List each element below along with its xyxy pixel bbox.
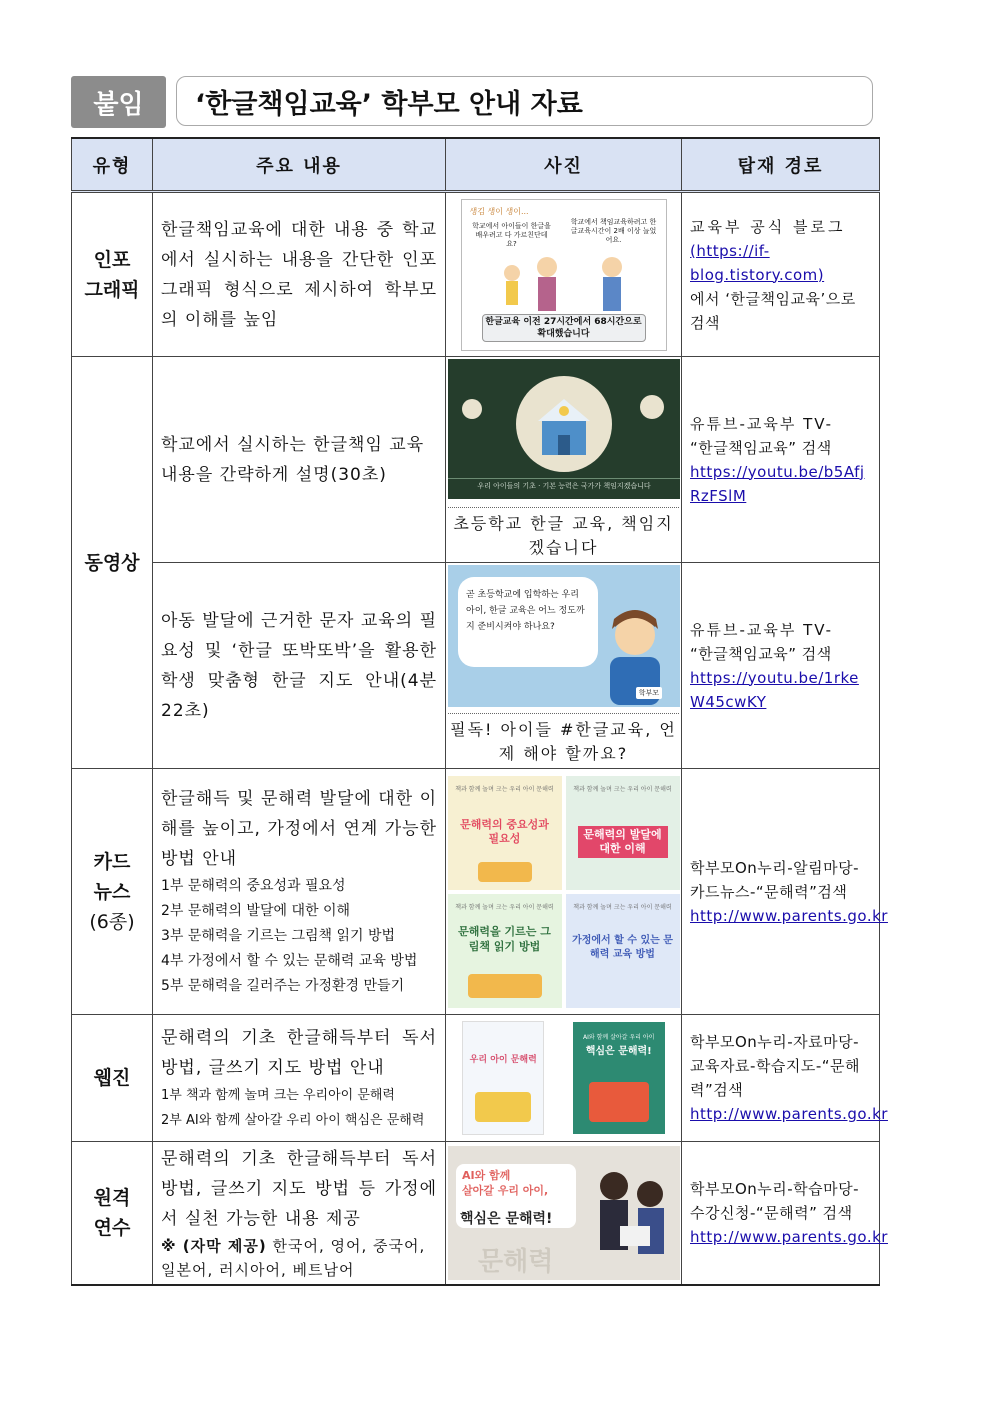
list-item: 2부 문해력의 발달에 대한 이해 (161, 903, 350, 919)
route-text: 학부모On누리-자료마당-교육자료-학습지도-“문해력”검색 (690, 1033, 860, 1099)
type-sub-label: (6종) (89, 910, 135, 933)
attachment-tag: 붙임 (71, 76, 166, 128)
description-text: 한글해득 및 문해력 발달에 대한 이해를 높이고, 가정에서 연계 가능한 방법 안내 (161, 789, 437, 869)
route-cell (682, 769, 888, 1015)
route-cell (682, 1015, 888, 1142)
remote-img-line-1: AI와 함께 (462, 1169, 511, 1182)
route-cell (682, 192, 880, 357)
type-label: 카드 뉴스 (93, 850, 131, 903)
list-item: 4부 가정에서 할 수 있는 문해력 교육 방법 (161, 953, 418, 969)
type-cell: 웹진 (72, 1015, 153, 1142)
webzine-cover-subtitle: AI와 함께 살아갈 우리 아이 (583, 1034, 655, 1041)
route-link[interactable]: http://www.parents.go.kr (690, 1228, 888, 1246)
card-news-thumbnail[interactable] (566, 776, 680, 890)
route-text: “한글책임교육” 검색 (690, 644, 832, 663)
card-title: 가정에서 할 수 있는 문해력 교육 방법 (572, 934, 673, 960)
infographic-bubble-1: 학교에서 아이들이 한글을 배우려고 다 가르친단데요? (472, 221, 551, 248)
webzine-cover-1[interactable] (462, 1021, 544, 1135)
video-2-caption: 필독! 아이들 #한글교육, 언제 해야 할까요? (448, 713, 679, 766)
type-cell: 동영상 (72, 357, 153, 769)
card-news-thumbnail[interactable] (566, 894, 680, 1008)
description-cell (153, 1015, 446, 1142)
type-cell (72, 769, 153, 1015)
route-link[interactable]: http://www.parents.go.kr (690, 1105, 888, 1123)
route-text: 학부모On누리-학습마당-수강신청-“문해력” 검색 (690, 1180, 860, 1222)
card-title: 문해력의 중요성과 필요성 (460, 817, 549, 845)
card-top-text: 책과 함께 놀며 크는 우리 아이 문해력 (455, 785, 554, 793)
photo-cell (446, 1142, 682, 1286)
card-news-thumbnail[interactable] (448, 894, 562, 1008)
column-header: 탑재 경로 (682, 138, 880, 192)
subtitle-note-text: 한국어, 영어, 중국어, 일본어, 러시아어, 베트남어 (161, 1237, 426, 1279)
description-cell: 한글책임교육에 대한 내용 중 학교에서 실시하는 내용을 간단한 인포그래픽 형식으로 제시하여 학부모의 이해를 높임 (153, 192, 446, 357)
webzine-cover-title: 핵심은 문해력! (585, 1046, 652, 1057)
subtitle-note-mark: ※ (자막 제공) (161, 1237, 267, 1255)
photo-cell (446, 1015, 682, 1142)
route-link[interactable]: (https://if-blog.tistory.com) (690, 241, 825, 284)
people-illustration-icon (482, 255, 652, 315)
route-link[interactable]: http://www.parents.go.kr (690, 906, 888, 925)
description-cell: 학교에서 실시하는 한글책임 교육 내용을 간략하게 설명(30초) (153, 357, 446, 563)
table-row-video-1 (72, 357, 880, 563)
description-text: 문해력의 기초 한글해득부터 독서 방법, 글쓰기 지도 방법 안내 (161, 1028, 437, 1078)
table-row-remote (72, 1142, 880, 1286)
card-top-text: 책과 함께 놀며 크는 우리 아이 문해력 (573, 903, 672, 911)
table-header-row (72, 138, 880, 192)
remote-img-watermark: 문해력 (478, 1247, 554, 1277)
video-2-speech-bubble: 곧 초등학교에 입학하는 우리 아이, 한글 교육은 어느 정도까지 준비시켜야 하나요? (458, 577, 598, 667)
route-text: “한글책임교육” 검색 (690, 438, 832, 457)
list-item: 1부 책과 함께 놀며 크는 우리아이 문해력 (161, 1088, 395, 1103)
list-item: 3부 문해력을 기르는 그림책 읽기 방법 (161, 928, 396, 944)
infographic-bubble-2: 학교에서 책임교육하려고 한글교육시간이 2배 이상 늘었어요. (570, 217, 657, 244)
column-header: 유형 (72, 138, 153, 192)
route-text: 유튜브-교육부 TV- (690, 414, 834, 433)
column-header: 사진 (446, 138, 682, 192)
route-cell (682, 1142, 888, 1286)
route-cell (682, 357, 880, 563)
webzine-cover-title: 우리 아이 문해력 (469, 1055, 537, 1065)
card-title: 문해력의 발달에 대한 이해 (578, 826, 668, 858)
remote-img-line-3: 핵심은 문해력! (460, 1211, 553, 1227)
table-row-infographic (72, 192, 880, 357)
infographic-img-title: 생김 생이 생이... (469, 206, 529, 216)
infographic-image[interactable] (461, 199, 667, 351)
school-building-icon (514, 369, 614, 479)
route-text: 교육부 공식 블로그 (690, 217, 846, 236)
table-row-video-2 (72, 563, 880, 769)
route-text: 학부모On누리-알림마당-카드뉴스-“문해력”검색 (690, 858, 860, 901)
guide-table (71, 137, 888, 1286)
remote-training-image[interactable] (448, 1146, 680, 1280)
route-text: 에서 ‘한글책임교육’으로 검색 (690, 289, 856, 332)
photo-cell (446, 563, 682, 769)
route-link[interactable]: https://youtu.be/b5AfjRzFSlM (690, 462, 865, 505)
description-cell: 아동 발달에 근거한 문자 교육의 필요성 및 ‘한글 또박또박’을 활용한 학생 맞춤형 한글 지도 안내(4분 22초) (153, 563, 446, 769)
list-item: 1부 문해력의 중요성과 필요성 (161, 878, 346, 894)
infographic-banner: 한글교육 이전 27시간에서 68시간으로 확대했습니다 (482, 314, 646, 342)
video-1-img-caption: 우리 아이들의 기초 · 기본 능력은 국가가 책임지겠습니다 (448, 478, 680, 491)
list-item: 2부 AI와 함께 살아갈 우리 아이 핵심은 문해력 (161, 1113, 425, 1128)
type-cell: 원격 연수 (72, 1142, 153, 1286)
page-title: ‘한글책임교육’ 학부모 안내 자료 (176, 76, 873, 126)
page-header (71, 76, 873, 128)
card-news-thumbnail[interactable] (448, 776, 562, 890)
remote-img-line-2: 살아갈 우리 아이, (462, 1184, 549, 1197)
video-2-badge: 학부모 (636, 687, 662, 699)
route-text: 유튜브-교육부 TV- (690, 620, 834, 639)
video-1-caption: 초등학교 한글 교육, 책임지겠습니다 (448, 507, 679, 560)
photo-cell (446, 769, 682, 1015)
type-cell: 인포 그래픽 (72, 192, 153, 357)
photo-cell (446, 357, 682, 563)
children-reading-icon (584, 1166, 674, 1276)
description-text: 문해력의 기초 한글해득부터 독서 방법, 글쓰기 지도 방법 등 가정에서 실천 가능한 내용 제공 (161, 1149, 437, 1229)
column-header: 주요 내용 (153, 138, 446, 192)
description-cell (153, 1142, 446, 1286)
photo-cell (446, 192, 682, 357)
video-thumbnail-1[interactable] (448, 359, 680, 499)
route-cell (682, 563, 880, 769)
table-row-webzine (72, 1015, 880, 1142)
description-cell (153, 769, 446, 1015)
card-top-text: 책과 함께 놀며 크는 우리 아이 문해력 (455, 903, 554, 911)
card-top-text: 책과 함께 놀며 크는 우리 아이 문해력 (573, 785, 672, 793)
route-link[interactable]: https://youtu.be/1rkeW45cwKY (690, 668, 859, 711)
card-title: 문해력을 기르는 그림책 읽기 방법 (458, 924, 551, 953)
video-thumbnail-2[interactable] (448, 565, 680, 707)
list-item: 5부 문해력을 길러주는 가정환경 만들기 (161, 978, 405, 994)
table-row-cardnews (72, 769, 880, 1015)
webzine-cover-2[interactable] (573, 1022, 665, 1134)
